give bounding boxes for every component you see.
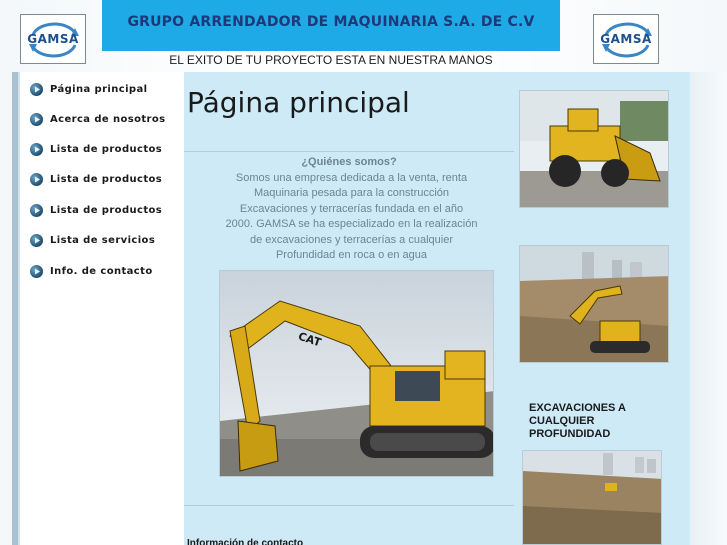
sidebar-item-lista-de-productos-3[interactable] [30,201,162,219]
main-content [184,72,690,545]
sidebar-item-label: Lista de productos [50,204,163,216]
hillside-site-photo [522,450,662,545]
page-margin [690,72,727,545]
caption-line: EXCAVACIONES A [529,402,626,414]
page-title: Página principal [187,86,410,119]
divider [184,505,514,506]
play-bullet-icon [30,173,43,186]
sidebar-item-pagina-principal[interactable] [30,80,147,98]
sidebar-item-label: Lista de servicios [50,234,156,246]
sidebar-nav [12,72,184,545]
about-text-line: de excavaciones y terracerías a cualquier [250,234,453,246]
about-heading: ¿Quiénes somos? [301,156,397,168]
sidebar-item-acerca-de-nosotros[interactable] [30,110,166,128]
sidebar-item-label: Lista de productos [50,143,163,155]
caption-line: CUALQUIER [529,415,595,427]
play-bullet-icon [30,83,43,96]
about-text-line: Excavaciones y terracerías fundada en el año [239,203,464,215]
sidebar-item-label: Lista de productos [50,173,163,185]
gamsa-logo-left[interactable] [20,14,86,64]
logo-text: GAMSA [27,32,79,46]
gamsa-logo-right[interactable] [593,14,659,64]
play-bullet-icon [30,113,43,126]
tagline: EL EXITO DE TU PROYECTO ESTA EN NUESTRA MANOS [169,53,493,67]
title-bar [102,0,560,51]
wheel-loader-photo [519,90,669,208]
play-bullet-icon [30,204,43,217]
excavation-site-photo [519,245,669,363]
play-bullet-icon [30,265,43,278]
contact-heading: Información de contacto [187,538,304,545]
sidebar-item-lista-de-productos-1[interactable] [30,140,162,158]
sidebar-item-label: Info. de contacto [50,265,153,277]
excavation-caption [529,402,659,441]
sidebar-item-label: Página principal [50,83,148,95]
sidebar-item-lista-de-productos-2[interactable] [30,170,162,188]
about-text-line: Maquinaria pesada para la construcción [253,187,450,199]
divider [184,151,514,152]
site-title: GRUPO ARRENDADOR DE MAQUINARIA S.A. DE C.V [127,14,535,30]
sidebar-item-info-de-contacto[interactable] [30,262,153,280]
logo-text: GAMSA [600,32,652,46]
about-text-line: Profundidad en roca o en agua [275,249,428,261]
about-text-line: 2000. GAMSA se ha especializado en la realización [225,218,478,230]
about-text-line: Somos una empresa dedicada a la venta, renta [235,172,468,184]
play-bullet-icon [30,234,43,247]
excavator-photo [219,270,494,477]
cat-logo-text: CAT [296,329,323,350]
sidebar-item-label: Acerca de nosotros [50,113,166,125]
caption-line: PROFUNDIDAD [529,428,611,440]
play-bullet-icon [30,143,43,156]
sidebar-item-lista-de-servicios[interactable] [30,231,155,249]
